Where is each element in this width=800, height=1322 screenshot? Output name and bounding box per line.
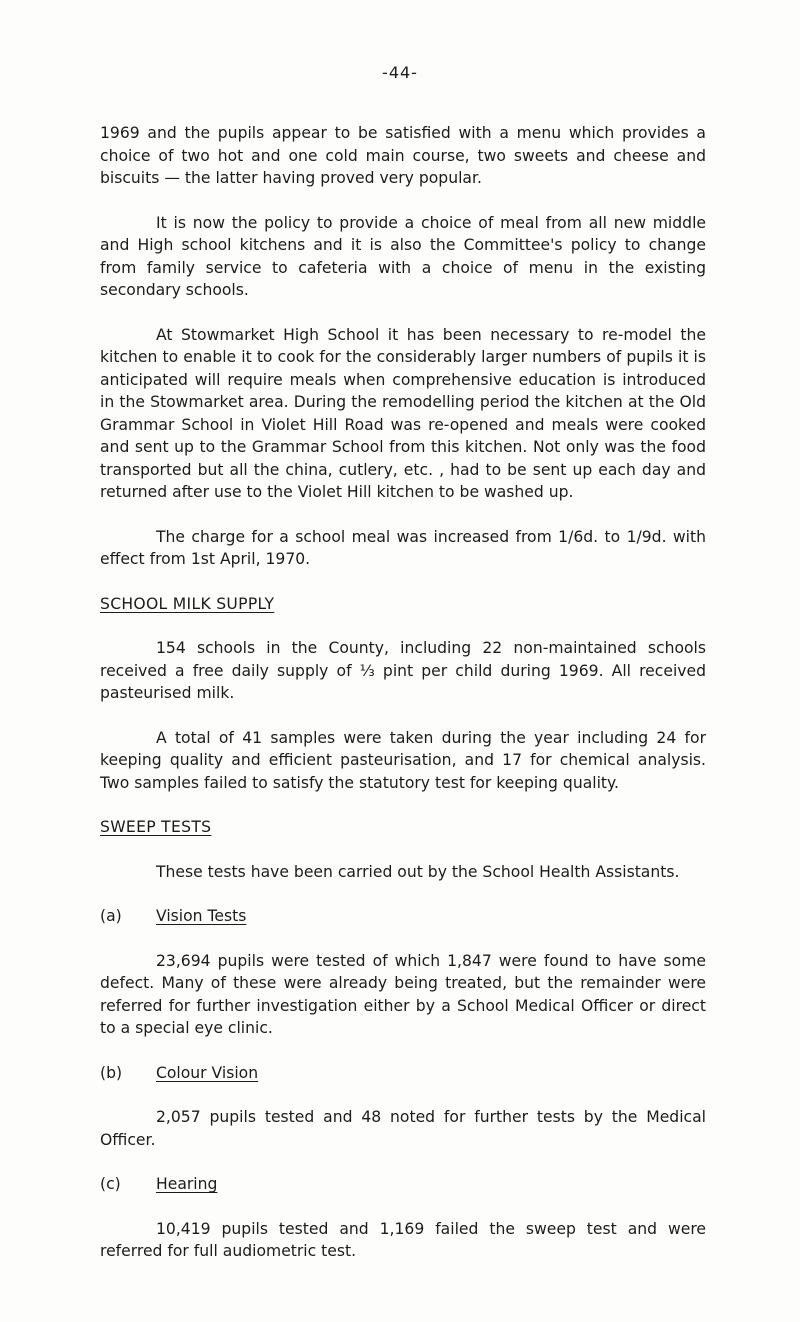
meals-policy-paragraph: It is now the policy to provide a choice of meal from all new middle and High school kitchens and it is also the Committee's policy to change from family service to cafeteria with a choice of menu in the existing secondary schools.: [100, 213, 706, 299]
meal-charge-paragraph: The charge for a school meal was increased from 1/6d. to 1/9d. with effect from 1st April, 1970.: [100, 527, 706, 568]
page-number: -44-: [382, 63, 418, 82]
milk-supply-paragraph: 154 schools in the County, including 22 non-maintained schools received a free daily supply of ⅓ pint per child during 1969. All received pasteurised milk.: [100, 639, 706, 702]
vision-tests-title: Vision Tests: [156, 907, 247, 925]
colour-vision-title: Colour Vision: [156, 1063, 259, 1082]
colour-vision-subheading: [100, 1062, 706, 1085]
hearing-title: Hearing: [156, 1175, 218, 1193]
sweep-tests-heading: SWEEP TESTS: [100, 818, 212, 836]
milk-samples-paragraph: A total of 41 samples were taken during the year including 24 for keeping quality and efficient pasteurisation, and 17 for chemical analysis. Two samples failed to satisfy the statutory test for keeping quality.: [100, 728, 706, 792]
colour-vision-paragraph: 2,057 pupils tested and 48 noted for further tests by the Medical Officer.: [100, 1108, 706, 1149]
hearing-label: (c): [100, 1175, 121, 1193]
vision-tests-subheading: [100, 905, 706, 928]
page-body: [100, 122, 706, 1285]
hearing-subheading: [100, 1173, 706, 1196]
hearing-paragraph: 10,419 pupils tested and 1,169 failed the sweep test and were referred for full audiometric test.: [100, 1219, 706, 1260]
meals-menu-paragraph: 1969 and the pupils appear to be satisfied with a menu which provides a choice of two hot and one cold main course, two sweets and cheese and biscuits — the latter having proved very popular.: [100, 124, 706, 187]
vision-tests-label: (a): [100, 907, 122, 925]
school-milk-heading: SCHOOL MILK SUPPLY: [100, 594, 275, 613]
stowmarket-kitchen-paragraph: At Stowmarket High School it has been necessary to re-model the kitchen to enable it to cook for the considerably larger numbers of pupils it is anticipated will require meals when comprehensive education is introduced in the Stowmarket area. During the remodelling period the kitchen at the Old Grammar School in Violet Hill Road was re-opened and meals were cooked and sent up to the Grammar School from this kitchen. Not only was the food transported but all the china, cutlery, etc. , had to be sent up each day and returned after use to the Violet Hill kitchen to be washed up.: [100, 325, 706, 501]
sweep-tests-intro: These tests have been carried out by the School Health Assistants.: [156, 862, 680, 881]
vision-tests-paragraph: 23,694 pupils were tested of which 1,847 were found to have some defect. Many of these were already being treated, but the remainder were referred for further investigation either by a School Medical Officer or direct to a special eye clinic.: [100, 951, 706, 1037]
colour-vision-label: (b): [100, 1063, 123, 1082]
